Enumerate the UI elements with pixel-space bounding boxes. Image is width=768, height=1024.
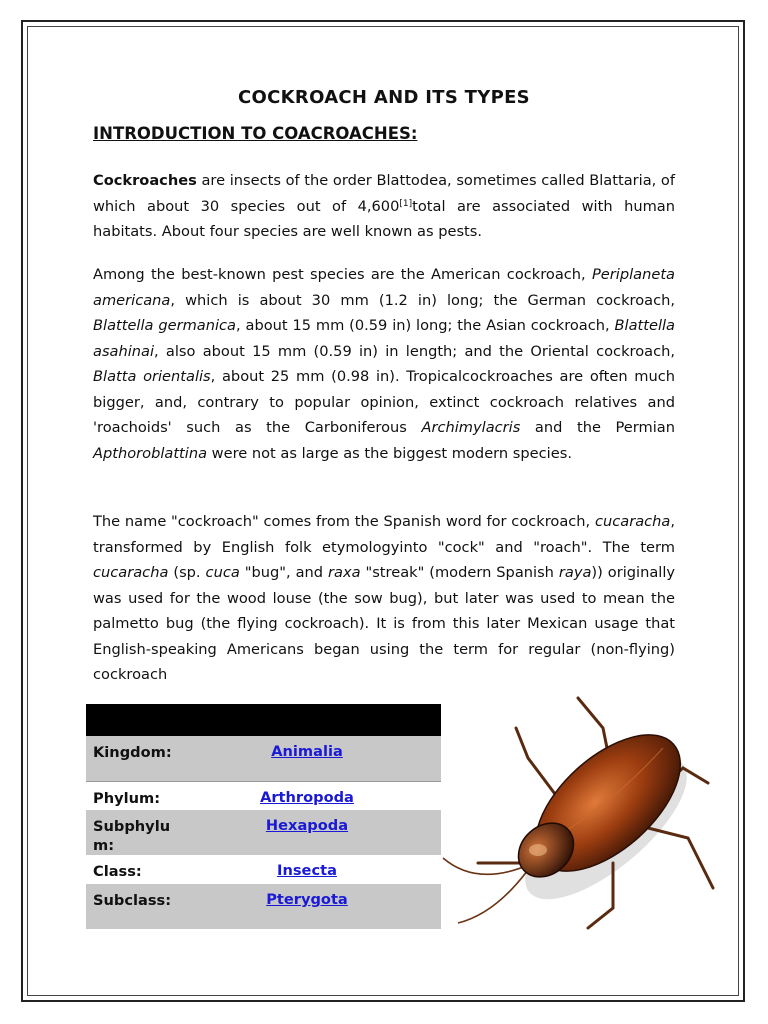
text-run: , which is about 30 mm (1.2 in) long; the German cockroach, (170, 291, 675, 309)
term-italic: cuca (205, 564, 240, 581)
text-run: , about 15 mm (0.59 in) long; the Asian cockroach, (236, 317, 615, 334)
species-name: Blattella asahinai (93, 317, 675, 360)
term-italic: raxa (328, 564, 361, 581)
taxonomy-link[interactable]: Pterygota (266, 891, 348, 908)
species-name: Blatta orientalis (93, 368, 211, 385)
species-name: Archimylacris (421, 419, 521, 436)
taxonomy-link[interactable]: Insecta (277, 862, 337, 879)
text-run: , also about 15 mm (0.59 in) in length; and the Oriental cockroach, (154, 342, 675, 360)
taxonomy-link[interactable]: Animalia (271, 743, 343, 760)
section-heading: INTRODUCTION TO COACROACHES: (93, 124, 418, 143)
taxonomy-value (173, 810, 441, 855)
paragraph-intro (93, 168, 675, 245)
taxonomy-header (86, 704, 441, 736)
taxonomy-key: Phylum: (86, 781, 173, 810)
table-row (86, 736, 441, 781)
document-title: COCKROACH AND ITS TYPES (238, 87, 530, 108)
species-name: Apthoroblattina (93, 444, 208, 462)
term-italic: raya (558, 564, 592, 581)
paragraph-etymology (93, 509, 675, 688)
roach-highlight (529, 844, 547, 856)
taxonomy-value (173, 781, 441, 810)
taxonomy-value (173, 736, 441, 781)
term-cockroaches: Cockroaches (93, 172, 197, 189)
text-run: and the Permian (520, 419, 675, 436)
table-row (86, 855, 441, 884)
term-italic: cucaracha (594, 513, 671, 530)
taxonomy-table (86, 704, 441, 929)
taxonomy-key: Kingdom: (93, 744, 172, 761)
table-row (86, 781, 441, 810)
text-run: , transformed by English folk etymologyinto "cock" and "roach". The term (93, 513, 675, 556)
text-run: , about 25 mm (0.98 in). Tropicalcockroaches are often much bigger, and, contrary to popular opinion, extinct cockroach relatives and 'roachoids' such as the Carboniferous (93, 368, 675, 436)
taxonomy-header-cell (86, 704, 441, 736)
text-run: The name "cockroach" comes from the Spanish word for cockroach, (93, 513, 595, 530)
taxonomy-value (173, 855, 441, 884)
text-run: "streak" (modern Spanish (360, 564, 559, 581)
text-run: total are associated with human habitats. About four species are well known as pests. (93, 197, 675, 240)
taxonomy-key: Subphylum: (93, 818, 171, 854)
text-run: (sp. (168, 564, 206, 581)
species-name: Periplaneta americana (93, 266, 675, 309)
table-row (86, 810, 441, 855)
text-run: Among the best-known pest species are the American cockroach, (93, 266, 592, 283)
cockroach-image (438, 688, 724, 934)
text-run: are insects of the order Blattodea, sometimes called Blattaria, of which about 30 species out of 4,600 (93, 172, 675, 215)
species-name: Blattella germanica (93, 317, 237, 334)
taxonomy-link[interactable]: Arthropoda (260, 788, 354, 806)
taxonomy-value (173, 884, 441, 929)
paragraph-species (93, 262, 675, 466)
text-run: were not as large as the biggest modern species. (207, 444, 572, 462)
taxonomy-key: Class: (93, 863, 142, 880)
taxonomy-link[interactable]: Hexapoda (265, 817, 349, 834)
citation-1[interactable]: [1] (399, 198, 413, 209)
table-row (86, 884, 441, 929)
roach-antennae (443, 858, 533, 923)
text-run: "bug", and (239, 564, 328, 581)
term-italic: cucaracha (93, 564, 169, 581)
taxonomy-key: Subclass: (93, 892, 172, 909)
text-run: )) originally was used for the wood louse (the sow bug), but later was used to mean the palmetto bug (the flying cockroach). It is from this later Mexican usage that English-speaking Americans began using the term for regular (non-flying) cockroach (93, 564, 676, 683)
